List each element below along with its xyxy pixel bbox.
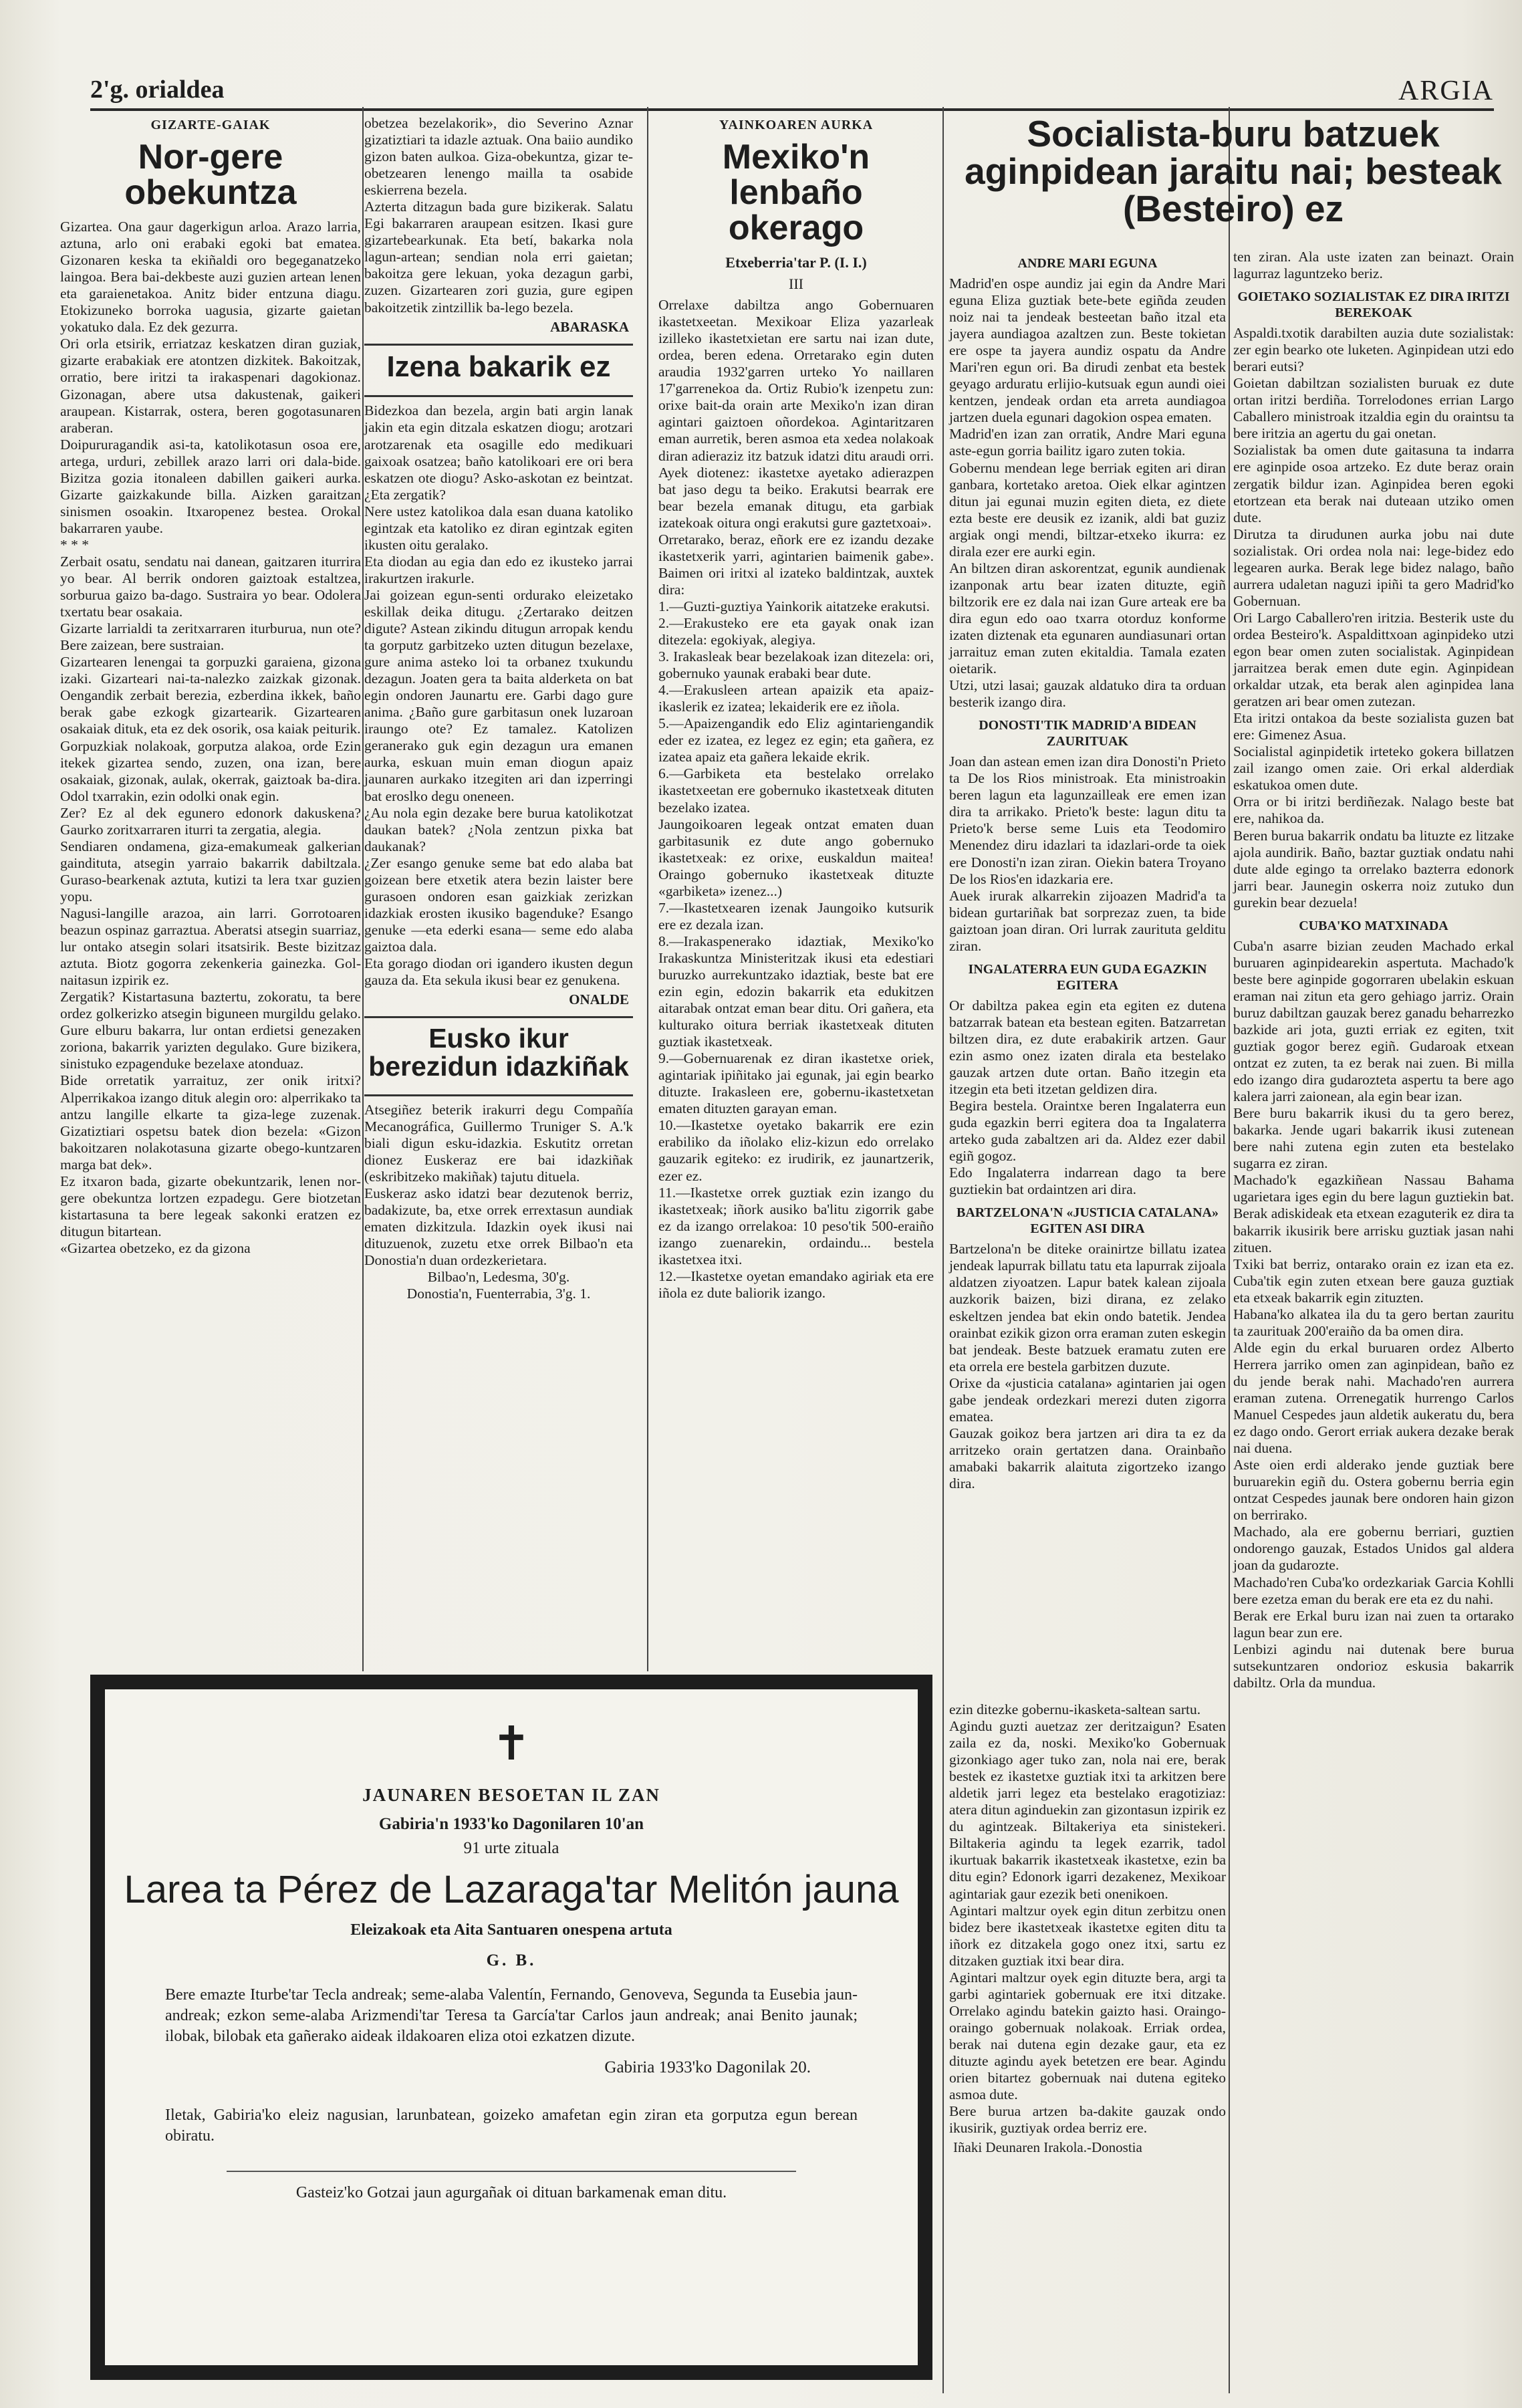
sacraments-line: Eleizakoak eta Aita Santuaren onespena artuta bbox=[350, 1921, 672, 1939]
obituary-notice bbox=[90, 1675, 932, 2380]
article-box bbox=[364, 344, 633, 398]
column-rule bbox=[942, 107, 944, 2393]
author-signature: Iñaki Deunaren Irakola.-Donostia bbox=[953, 2139, 1142, 2156]
column-five bbox=[1233, 249, 1514, 2388]
obituary-place-date: Gabiria'n 1933'ko Dagonilaren 10'an bbox=[378, 1815, 644, 1833]
article-body: Or dabiltza pakea egin eta egiten ez dutena batzarrak batean eta bestean egiten. Batzarretan biltzen dira, ez dute erabakirik artzen. Gaur ezin asmo onez izaten dirala eta bestelako gauzak artzen dute ortan. Baño itzegin eta itzegin eta beti itzetan geldizen dira. Begira bestela. Oraintxe beren Ingalaterra eun guda egazkin berri egitera doa ta Ingalaterra arteko guda zabaltzen ari da. Aldez ezer dabil egiñ gogoz. Edo Ingalaterra indarrean dago ta bere guztiekin bat ordaintzen ari dira. bbox=[949, 997, 1226, 1198]
subheading: INGALATERRA EUN GUDA EGAZKIN EGITERA bbox=[968, 961, 1207, 993]
subheading: CUBA'KO MATXINADA bbox=[1299, 918, 1448, 933]
column-rule bbox=[1229, 107, 1230, 2393]
article-body: Bartzelona'n be diteke orainirtze billatu izatea jendeak lapurrak billatu tatu eta lapurrak zijoala aldatzen ziyoatzen. Lapur batek kalean zijoala auzkorik baizen, bizi dirana, ez zelako eskeltzen jendea bat ekin ondo batetik. Jendea orainbat ezikik gizon orra eraman zuten eskegin bat jendeak. Beste batzuek eramatu zuten ere eta orrela ere bestela garbitzen duzute. Orixe da «justicia catalana» agintarien jai ogen gabe jendeak ordezkari merezi duten zigorra ematea. Gauzak goikoz bera jartzen ari dira ta ez da arritzeko orain gertatzen dana. Orainbaño amabaki bakarrik alaituta zigortzeko izango dira. bbox=[949, 1241, 1226, 1491]
deceased-name: Larea ta Pérez de Lazaraga'tar Melitón jauna bbox=[124, 1868, 899, 1911]
article-body: Gizartea. Ona gaur dagerkigun arloa. Arazo larria, aztuna, arlo oni erabaki egoki bat ematea. Gizonaren keska ta ekiñaldi oro begeganatzeko laingoa. Bera bai-dekbeste auzi guzien artean lenen eta garaienetakoa. Anitz bider entzuna diagu. Etokizuneko borroka uagusia, gizarte gaietan yokatuko dala. Ez dek gezurra. Ori orla etsirik, erriatzaz keskatzen diran guziak, gizarte erabakiak ere atontzen dizkitek. Bakoitzak, orratio, bere iritzi ta irakaspenari dagokionaz. Gizonagan, abere utsa dakustenak, gaikeri araupean. Kistarrak, ostera, beren gogotasunaren araberan. Doipururagandik asi-ta, katolikotasun osoa ere, artega, urduri, zebillek arazo larri ori dala-bide. Bizitza gozia itonaleen dabillen gaikeri aurka. Gizarte gaizkakunde billa. Aizken garaitzan sinismen osoakin. Itxaropenez bestea. Orokal bakarraren yaube. * * * Zerbait osatu, sendatu nai danean, gaitzaren iturrira yo bear. Al berrik ondoren gaiztoak estaltzea, sorburua gaizo ba-dago. Sustraira yo bear. Odolera txertatu bear osakaia. Gizarte larrialdi ta zeritxarraren iturburua, nun ote? Bere zaizean, bere sustraian. Gizartearen lenengai ta gorpuzki garaiena, gizona izaki. Gizarteari nai-ta-nalezko zaizkak gizonak. Oengandik zerbait berezia, ezberdina ikkek, baño berak gabe ezkogk gizartearik. Gizartearen osakaiak dituk, eta ez dek osorik, osa kaiak peiturik. Gorpuzkiak nolakoak, gorputza alakoa, orde Ezin itekek gizartea sendo, zuzen, ona izan, bere osakaiak, gizonak, aulak, okerrak, gaiztoak ba-dira. Odol txarrakin, ezin odolki onak egin. Zer? Ez al dek egunero edonork dakuskena? Gaurko zoritxarraren iturri ta zergatia, alegia. Sendiaren ondamena, giza-emakumeak galkerian gaindituta, atsegin yarraio bakarrik dabiltzala. Guraso-bearkenak aztuta, kutizi ta lera txar guzien yopu. Nagusi-langille arazoa, ain larri. Gorrotoaren beazun ospinaz garraztua. Aberatsi atsegin suarriaz, lur ontako atsegin solari itsatsirik. Beste bizitzaz aztuta. Biotz gogorra zekenkeria gainezka. Gol-naitasun izpirik ez. Zergatik? Kistartasuna baztertu, zokoratu, ta bere ordez golkerizko atsegin biguneen murgildu gelako. Gure elburu bakarra, lur ontan erdietsi genezaken zoriona, bakarrik yarizten degulako. Gure bizikera, sinistuko ezpagenduke bezelaxe atonduaz. Bide orretatik yarraituz, zer onik iritxi? Alperrikakoa izango dituk alegin oro: alperrikako ta antzu langille elkarte ta giza-lege zuzenak. Gizatiztiari ospetsu batek dion bezela: «Gizon bakoitzaren nolakotasuna gizarte obego-kuntzaren marga bat dek». Ez itxaron bada, gizarte obekuntzarik, lenen nor-gere obekuntza lortzen ezpadegu. Gere biotzetan kistartasuna ta bere legeak sakonki eratzen ez ditugun bitartean. «Gizartea obetzeko, ez da gizona bbox=[60, 219, 361, 1256]
article-body: Atsegiñez beterik irakurri degu Compañía Mecanográfica, Guillermo Truniger S. A.'k biali digun esku-idazkia. Eskutitz orretan dionez Euskeraz ere bai idazkiñak (eskribitzeko makiñak) tajutu dituela. Euskeraz asko idatzi bear dezutenok berriz, badakizute, ba, etxe orrek errextasun aundiak ematen dizkitzula. Idazkin oyek ikusi nai dituzuenok, zuzetu etxe orrek Bilbao'n eta Donostia'n duan ordezkerietara. bbox=[364, 1101, 633, 1269]
article-headline: Socialista-buru batzuek aginpidean jaraitu nai; besteak (Besteiro) ez bbox=[965, 113, 1502, 230]
author-signature: ABARASKA bbox=[550, 318, 629, 335]
rest-in-peace: G. B. bbox=[486, 1951, 537, 1969]
byline: Etxeberria'tar P. (I. I.) bbox=[725, 254, 867, 271]
bishop-note: Gasteiz'ko Gotzai jaun agurgañak oi dituan barkamenak eman ditu. bbox=[295, 2183, 727, 2201]
subheading: GOIETAKO SOZIALISTAK EZ DIRA IRITZI BEREKOAK bbox=[1237, 289, 1510, 321]
column-rule bbox=[362, 107, 364, 1671]
obituary-age: 91 urte zituala bbox=[463, 1839, 559, 1857]
article-body: Joan dan astean emen izan dira Donosti'n Prieto ta De los Rios ministroak. Eta ministroakin beren lagun eta lagunzailleak ere emen izan dira ta arrikako. Prieto'k beste: lagun ditu ta Prieto'k berse seme Luis eta Teodomiro Menendez diru idazlari ta idazlari-orde ta oiek ere Donosti'n izan ziran. Oiekin batera Troyano De los Rios'en idazkaria ere. Auek irurak alkarrekin zijoazen Madrid'a ta bidean gurtariñak bat sorprezaz zuen, ta bide gaiztoan joan diran. Ori lurrak zaurituta gelditu ziran. bbox=[949, 753, 1226, 954]
article-headline: Izena bakarik ez bbox=[386, 350, 611, 383]
article-body: Bidezkoa dan bezela, argin bati argin lanak jakin eta egin ditzala eskatzen diogu; arotzari arotzarenak eta osagille edo medikuari gaixoak osatzea; baño katolikoari ere ori bera eskatzen ote diogu? Asko-askotan ez beintzat. ¿Eta zergatik? Nere ustez katolikoa dala esan duana katoliko egintzak eta katoliko ez diran egintzak egiten ikusten oitu geralako. Eta diodan au egia dan edo ez ikusteko jarrai irakurtzen irakurle. Jai goizean egun-senti ordurako eleizetako eskillak deika ditugu. ¿Zertarako deitzen digute? Astean zikindu ditugun arropak kendu ta gorputz garbitzeko uzten ditugun bezelaxe, gure anima asteko loi ta orbanez txukundu dezagun. Joaten gera ta baita alderketa on bat egin ondoren Jaunartu ere. Garbi dago gure anima. ¿Baño gure garbitasun onek luzaroan iraungo ote? Ez tamalez. Katolizen geranerako guk egin dezagun ura emanen aurka, eskuan muin eman diogun apaiz jaunaren aurkako itzegiten ari dan izperringi bat eroslko degu oneneen. ¿Au nola egin dezake bere burua katolikotzat daukan batek? ¿Nola zentzun pixka bat daukanak? ¿Zer esango genuke seme bat edo alaba bat goizean bere etxetik atera bezin laister bere gurasoen ondoren esan gaizkiak zerizkan idazkiak erosten ikusiko bagenduke? Esango genuke —eta ederki esana— seme edo alaba gaiztoa dala. Eta gorago diodan ori igandero ikusten degun gauza da. Eta sekula ikusi bear ez genukena. bbox=[364, 402, 633, 989]
address-line: Donostia'n, Fuenterrabia, 3'g. 1. bbox=[406, 1286, 591, 1302]
notice-date: Gabiria 1933'ko Dagonilak 20. bbox=[604, 2058, 811, 2076]
article-headline: Nor-gere obekuntza bbox=[124, 138, 297, 213]
article-mexiko bbox=[658, 115, 934, 1679]
obituary-heading: JAUNAREN BESOETAN IL ZAN bbox=[362, 1785, 660, 1805]
article-headline: Eusko ikur berezidun idazkiñak bbox=[368, 1023, 629, 1082]
divider bbox=[227, 2171, 795, 2172]
author-signature: ONALDE bbox=[569, 991, 629, 1008]
article-body: ten ziran. Ala uste izaten zan beinazt. Orain lagurraz laguntzeko beriz. bbox=[1233, 249, 1514, 282]
family-paragraph: Bere emazte Iturbe'tar Tecla andreak; seme-alaba Valentín, Fernando, Genoveva, Segunda ta Eusebia jaun-andreak; ezkon seme-alaba Arizmendi'tar Teresa ta García'tar Carlos jaun andreak; anai Benito jaunak; ilobak, bilobak eta gañerako aideak ildakoaren eliza otoi ezkatzen dizute. bbox=[165, 1986, 858, 2046]
article-body: Cuba'n asarre bizian zeuden Machado erkal buruaren aginpidearekin aspertuta. Machado'k beste bere aginpide gogorraren ubelakin eskuan eraman nai zitun eta gero gehiago jarriz. Orain buruz dabiltzan gauzak berez ganadu beharrezko bazkide ari jota, guzti erriak ez egiten, txit guztiak gogor berez egiñ. Gudaroak etxean ontzat ez zuten, ta ez berak nai zuen. Bi milla edo izango dira gudarozteta aspertu ta bere ago kalera jarri zaionean, ala egin bear izan. Bere buru bakarrik ikusi du ta gero berez, bakarka. Jende ugari bakarrik ikusi zutenean bere nahi zutena egin zuten eta bestelako sugarra ez ziran. Machado'k egazkiñean Nassau Bahama ugarietara iges egin du bere lagun guztiekin bat. Berak adiskideak eta etxean ezaguterik ez dira ta bakarrik ikusirik bere arrisku guztiak jasan nahi zituen. Txiki bat berriz, ontarako orain ez izan eta ez. Cuba'tik egin zuten etxean bere gauza guztiak eta etxeak bakarrik egin zituzten. Habana'ko alkatea ila du ta gero bertan zauritu ta zaurituak 200'eraiño da ba omen dira. Alde egin du erkal buruaren ordez Alberto Herrera jarriko omen zan aginpidean, baño ez du jende berak nahi. Machado'ren aurrera eraman zutena. Orrenegatik hurrengo Carlos Manuel Cespedes jaun aldetik aukeratu du, bera ez dago ondo. Gerort erriak aukera dezake berak nai duena. Aste oien erdi alderako jende guztiak bere buruarekin egiñ du. Ostera gobernu berria egin ontzat Cespedes jaunak bere ondoren hain gizon on berrirako. Machado, ala ere gobernu berriari, guztien ondorengo gauzak, Estados Unidos gal aldera joan da gudarozte. Machado'ren Cuba'ko ordezkariak Garcia Kohlli bere ezetza eman du berak ere eta ez du nahi. Berak ere Erkal buru izan nai zuen ta ortarako lagun bear zun ere. Lenbizi agindu nai dutenak bere burua sutsekuntzaren ondorioz eskusia bakarrik dabiltz. Orla da mundua. bbox=[1233, 937, 1514, 1691]
column-rule bbox=[647, 107, 648, 1671]
funeral-info: Iletak, Gabiria'ko eleiz nagusian, larunbatean, goizeko amafetan egin ziran eta gorputza egun berean obiratu. bbox=[165, 2106, 858, 2145]
article-mexiko-continued bbox=[949, 1701, 1226, 2390]
article-body: Orrelaxe dabiltza ango Gobernuaren ikastetxeetan. Mexikoar Eliza yazarleak izilleko ikastetxietan ere sartu nai izan dute, ordea, beren edena. Orretarako egin duten araudia 1932'garren urteko Yo naillaren 17'garrenekoa da. Ortiz Rubio'k izenpetu zun: orixe bait-da orain arte Mexiko'n izan diran agintari gaiztoen oñordekoa. Agintaritzaren eman aurretik, beren asmoa eta xedea nolakoak diran adieraziz itz batzuk idatzi ditu araudi orri. Ayek diotenez: ikastetxe ayetako adierazpen bat jaso degu ta beiko. Erakutsi bearrak ere bear bezela emanak ditugu, eta garbiak izatekoak oitura ongi erakutsi gure gaztetxoai». Orretarako, beraz, eñork ere ez izandu dezake ikastetxerik yarri, agintarien baimenik gabe». Baimen ori iritxi al izateko baldintzak, auxtek dira: 1.—Guzti-guztiya Yainkorik aitatzeke erakutsi. 2.—Erakusteko ere eta gayak onak izan ditezela: egokiyak, alegiya. 3. Irakasleak bear bezelakoak izan ditezela: ori, gobernuko yaunak erabaki bear dute. 4.—Erakusleen artean apaizik eta apaiz-ikaslerik ez izatea; lekaiderik ere ez iñola. 5.—Apaizengandik edo Eliz agintariengandik eder ez izatea, ez legez ez egin; eta gañera, ez izatea apaiz eta gañera lekaide ekrik. 6.—Garbiketa eta bestelako orrelako ikastetxeetan ere gobernuko ikastetxeak dituten bezelako izatea. Jaungoikoaren legeak ontzat ematen duan garbitasunik ez dute ango gobernuko ikastetxeak: ez orixe, euskaldun maitea! Oraingo gobernuko ikastetxeak dituzte «garbiketa» izenez...) 7.—Ikastetxearen izenak Jaungoiko kutsurik ere ez dezala izan. 8.—Irakaspenerako idaztiak, Mexiko'ko Irakaskuntza Ministeritzak ikusi eta edestiari buruzko aurrekuntzako idaztiak, beste bat ere ezin egin, edozin bakarrik eta edukitzen aitarabak ontzat eman bear ditu. Ori gañera, eta kulturako oitura berriak ikastetxeak dituten guztiak ikastetxeak. 9.—Gobernuarenak ez diran ikastetxe oriek, agintariak ipiñitako jai egunak, jai egin bearko dituzte. Irakasleen ere, gobernu-ikastetxetan ematen dituzten garayan eman. 10.—Ikastetxe oyetako bakarrik ere ezin erabiliko da iñolako eliz-kizun edo orrelako gauzarik egiteko: ez irudirik, ez jaunartzerik, ezer ez. 11.—Ikastetxe orrek guztiak ezin izango du ikastetxeak; iñork ausiko ba'litu zigorrik gabe ez da izango orrelakoa: 10 peso'tik 500-eraiño izango zuenarekin, ordaindu... bestela ikastetxea itxi. 12.—Ikastetxe oyetan emandako agiriak eta ere iñola ez dute baliorik izango. bbox=[658, 297, 934, 1301]
article-body-continued: obetzea bezelakorik», dio Severino Aznar gizatiztiari ta idazle aztuak. Ona baiio aundiko gizon baten aulkoa. Giza-obekuntza, gizar te-obetzearen lenengo mailla ta osabide eskierrena bezela. Azterta ditzagun bada gure bizikerak. Salatu Egi bakarraren araupean esitzen. Ikasi gure gizartebearkunak. Eta betí, bakarka nola lagun-artean; sendian nola erri gaietan; bakoitza gere lekuan, yoka dezagun garbi, zuzen. Gizartearen zori guzia, gure egipen bakoitzetik zintzillik ba-lego bezela. bbox=[364, 115, 633, 316]
section-kicker: YAINKOAREN AURKA bbox=[719, 118, 874, 132]
section-kicker: GIZARTE-GAIAK bbox=[150, 118, 271, 132]
article-headline: Mexiko'n lenbaño okerago bbox=[722, 138, 870, 248]
article-body: ezin ditezke gobernu-ikasketa-saltean sartu. Agindu guzti auetzaz zer deritzaigun? Esaten zaila ez da, noski. Mexiko'ko Gobernuak gizonkiago ager tuko zan, nola nai ere, berak bestek ez ikastetxe guztiak itxi ta arkitzen bere aldetik jarri legez eta bestelako eragotiziaz: atera ditun aginduekin zan gizontasun izpirik ez du agintzeak. Biltakeriya eta sinistekeri. Biltakeria agindu ta legek ezarrik, tadol ikurtuak bakarrik ikastetxeak ikastetxe, ezin ba ditu egin? Edonork igarri dezakenez, Mexikoar agintariak gaur ezezik beti onenikoen. Agintari maltzur oyek egin ditun zerbitzu onen bidez bere ikastetxeak ikastetxe egiten ditu ta iñork ez ditzakela gogo onez itxi, sartu ez ditzaken guztiak itxi bear dira. Agintari maltzur oyek egin dituzte bera, argi ta garbi agintariek gobernuak ere itxi ditzake. Orrelako agindu batekin gaizto hasi. Oraingo-oraingo gobernuak nolakoak. Erriak ordea, berak nai dutena egin dezake gaur, eta ez dituzte agindu ayek betetzen ere bear. Agindu orien bitartez gobernuak nai dutena egiteko asmoa dute. Bere burua artzen ba-dakite gauzak ondo ikusirik, guztiyak ordea berriz ere. bbox=[949, 1701, 1226, 2137]
article-box bbox=[364, 1016, 633, 1096]
socialista-news bbox=[949, 249, 1226, 1679]
address-line: Bilbao'n, Ledesma, 30'g. bbox=[427, 1269, 570, 1286]
subheading: DONOSTI'TIK MADRID'A BIDEAN ZAURITUAK bbox=[979, 718, 1196, 749]
article-body: Madrid'en ospe aundiz jai egin da Andre Mari eguna Eliza guztiak bete-bete egiñda zeuden noiz nai ta jendeak besteetan baño itzal eta jayera aundiagoa azaltzen zun. Beste tokietan ere ospe ta jayera aundiz ospatu da Andre Mari'ren egun ori. Ba dirudi zenbat eta bestek geyago arduratu erlijio-kutsuak egun aundi oiei kentzen, jendeak ordan eta arreta aundiagoa jartzen duela egunari dagokion ospea ematen. Madrid'en izan zan orratik, Andre Mari eguna aste-egun gorria bailitz igaro zuten tokia. Gobernu mendean lege berriak egiten ari diran ganbara, kortetako aretoa. Oiek elkar agintzen ditun jai egunai muzin egiten dieta, ez diete ezta beste ere deusik ez izanik, aldi bat guziz argiak ongi mendi, biltzar-etxeko ikurra: ez dirala ezer ere aurki egin. An biltzen diran askorentzat, egunik aundienak izanponak artu bear izaten dituzte, egiñ biltzorik ere ez dala nai izan Gure arteak ere ba dira egun edo oao txarra otorduz konforme izaten diztenak eta egunaren aundiasunari ortan jarraituz eman zuten ekitaldia. Tamala ezaten oietarik. Utzi, utzi lasai; gauzak aldatuko dira ta orduan besterik izango dira. bbox=[949, 275, 1226, 711]
cross-icon: ✝ bbox=[491, 1719, 531, 1770]
page-header bbox=[90, 75, 1494, 111]
column-two bbox=[364, 115, 633, 1679]
article-nor-gere bbox=[60, 115, 361, 1679]
page-number: 2'g. orialdea bbox=[90, 76, 225, 104]
newspaper-name: ARGIA bbox=[1398, 76, 1494, 106]
part-number: III bbox=[789, 275, 803, 293]
article-body: Aspaldi.txotik darabilten auzia dute sozialistak: zer egin bearko ote luketen. Aginpidean utzi edo berari eutsi? Goietan dabiltzan sozialisten buruak ez dute ortan iritzi berdiña. Torrelodones errian Largo Caballero ministroak itzaldia egin du oraintsu ta bere iritzia an agertu du gai onetan. Sozialistak ba omen dute gaitasuna ta indarra ere aginpide osoa artzeko. Ez dute beraz orain zergatik bildur izan. Aginpidea beren egoki etortzean eta berak nai duteaan utziko omen dute. Dirutza ta dirudunen aurka jobu nai dute sozialistak. Ori ordea nola nai: lege-bidez edo legearen aurka. Berak lege bidez nalago, baño aurrera udaletan naguzi ipiñi ta gero Madrid'ko Gobernuan. Ori Largo Caballero'ren iritzia. Besterik uste du ordea Besteiro'k. Aspaldittxoan aginpideko utzi egon bear omen zuten socialistak. Aginpidean jarraitzea berak emen dute egin. Aginpidean orkaldar utzak, eta berak alen aginpidea lana geratzen ari bear omen zutezan. Eta iritzi ontakoa da beste sozialista guzen bat ere: Gimenez Asua. Socialistal aginpidetik irteteko gokera billatzen zail izango omen zaie. Ori erkal alderdiak eskatukoa omen dute. Orra or bi iritzi berdiñezak. Nalago beste bat ere, nahikoa da. Beren burua bakarrik ondatu ba lituzte ez litzake ajola aundirik. Baño, baztar guztiak ondatu nahi dute alde egingo ta orrelako bazterra edonork jarri bear. Jaunegin oskerra noiz zutuko dun gurekin bear dezuela! bbox=[1233, 325, 1514, 911]
subheading: BARTZELONA'N «JUSTICIA CATALANA» EGITEN ASI DIRA bbox=[957, 1205, 1219, 1237]
subheading: ANDRE MARI EGUNA bbox=[1017, 256, 1158, 271]
